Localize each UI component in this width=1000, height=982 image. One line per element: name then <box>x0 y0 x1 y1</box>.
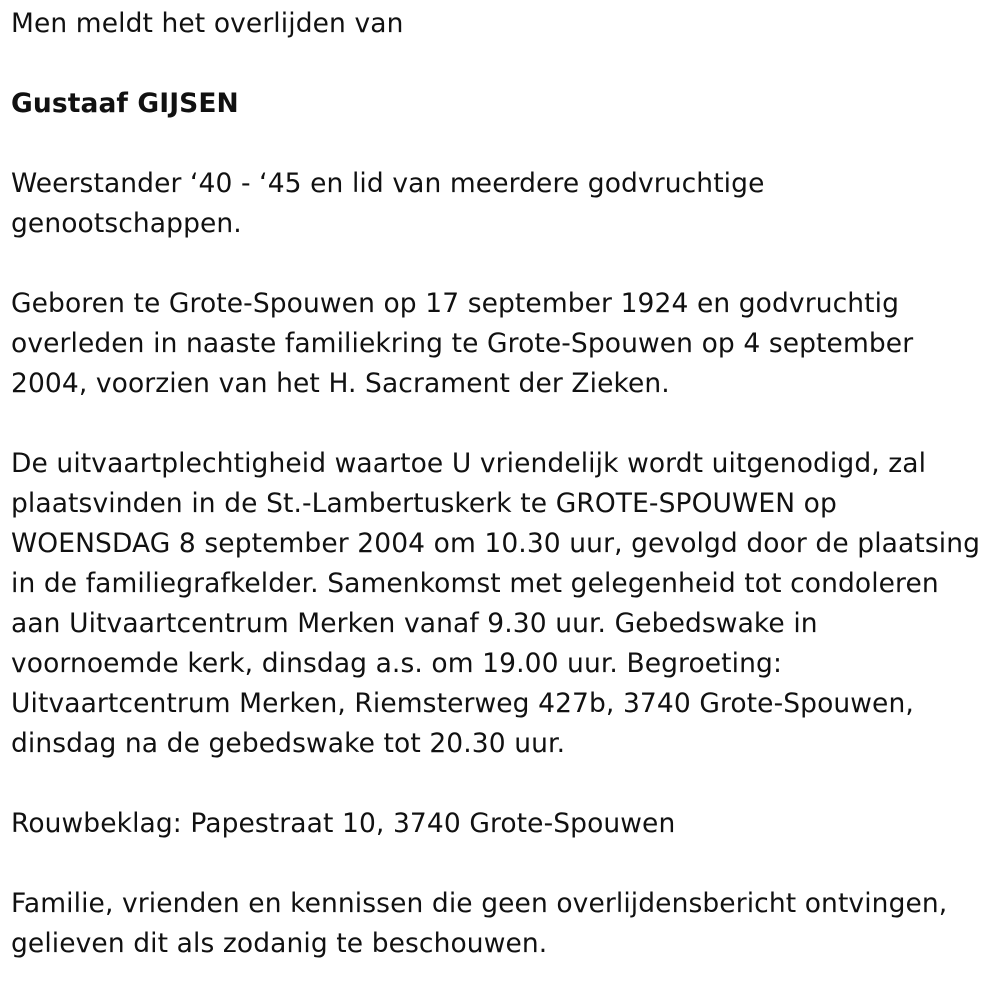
funeral-line: dinsdag na de gebedswake tot 20.30 uur. <box>11 728 566 759</box>
funeral-line: aan Uitvaartcentrum Merken vanaf 9.30 uur. Gebedswake in <box>11 608 818 639</box>
deceased-name: Gustaaf GIJSEN <box>11 88 239 119</box>
condolence-address: Rouwbeklag: Papestraat 10, 3740 Grote-Spouwen <box>11 808 676 839</box>
description-line: Weerstander ‘40 - ‘45 en lid van meerdere godvruchtige <box>11 168 765 199</box>
spacer <box>11 124 986 164</box>
birth-death-line: overleden in naaste familiekring te Grote-Spouwen op 4 september <box>11 328 914 359</box>
birth-death-line: 2004, voorzien van het H. Sacrament der Zieken. <box>11 368 670 399</box>
spacer <box>11 764 986 804</box>
closing-line: Familie, vrienden en kennissen die geen overlijdensbericht ontvingen, <box>11 888 948 919</box>
description-paragraph <box>11 164 986 244</box>
birth-death-line: Geboren te Grote-Spouwen op 17 september 1924 en godvruchtig <box>11 288 900 319</box>
spacer <box>11 44 986 84</box>
death-notice <box>11 4 986 964</box>
birth-death-paragraph <box>11 284 986 404</box>
closing-paragraph <box>11 884 986 964</box>
spacer <box>11 844 986 884</box>
description-line: genootschappen. <box>11 208 242 239</box>
spacer <box>11 244 986 284</box>
closing-line: gelieven dit als zodanig te beschouwen. <box>11 928 548 959</box>
intro-text: Men meldt het overlijden van <box>11 8 404 39</box>
funeral-line: plaatsvinden in de St.-Lambertuskerk te GROTE-SPOUWEN op <box>11 488 837 519</box>
funeral-line: De uitvaartplechtigheid waartoe U vriendelijk wordt uitgenodigd, zal <box>11 448 927 479</box>
spacer <box>11 404 986 444</box>
funeral-paragraph <box>11 444 986 764</box>
funeral-line: Uitvaartcentrum Merken, Riemsterweg 427b, 3740 Grote-Spouwen, <box>11 688 914 719</box>
funeral-line: WOENSDAG 8 september 2004 om 10.30 uur, gevolgd door de plaatsing <box>11 528 981 559</box>
funeral-line: in de familiegrafkelder. Samenkomst met gelegenheid tot condoleren <box>11 568 939 599</box>
funeral-line: voornoemde kerk, dinsdag a.s. om 19.00 uur. Begroeting: <box>11 648 782 679</box>
